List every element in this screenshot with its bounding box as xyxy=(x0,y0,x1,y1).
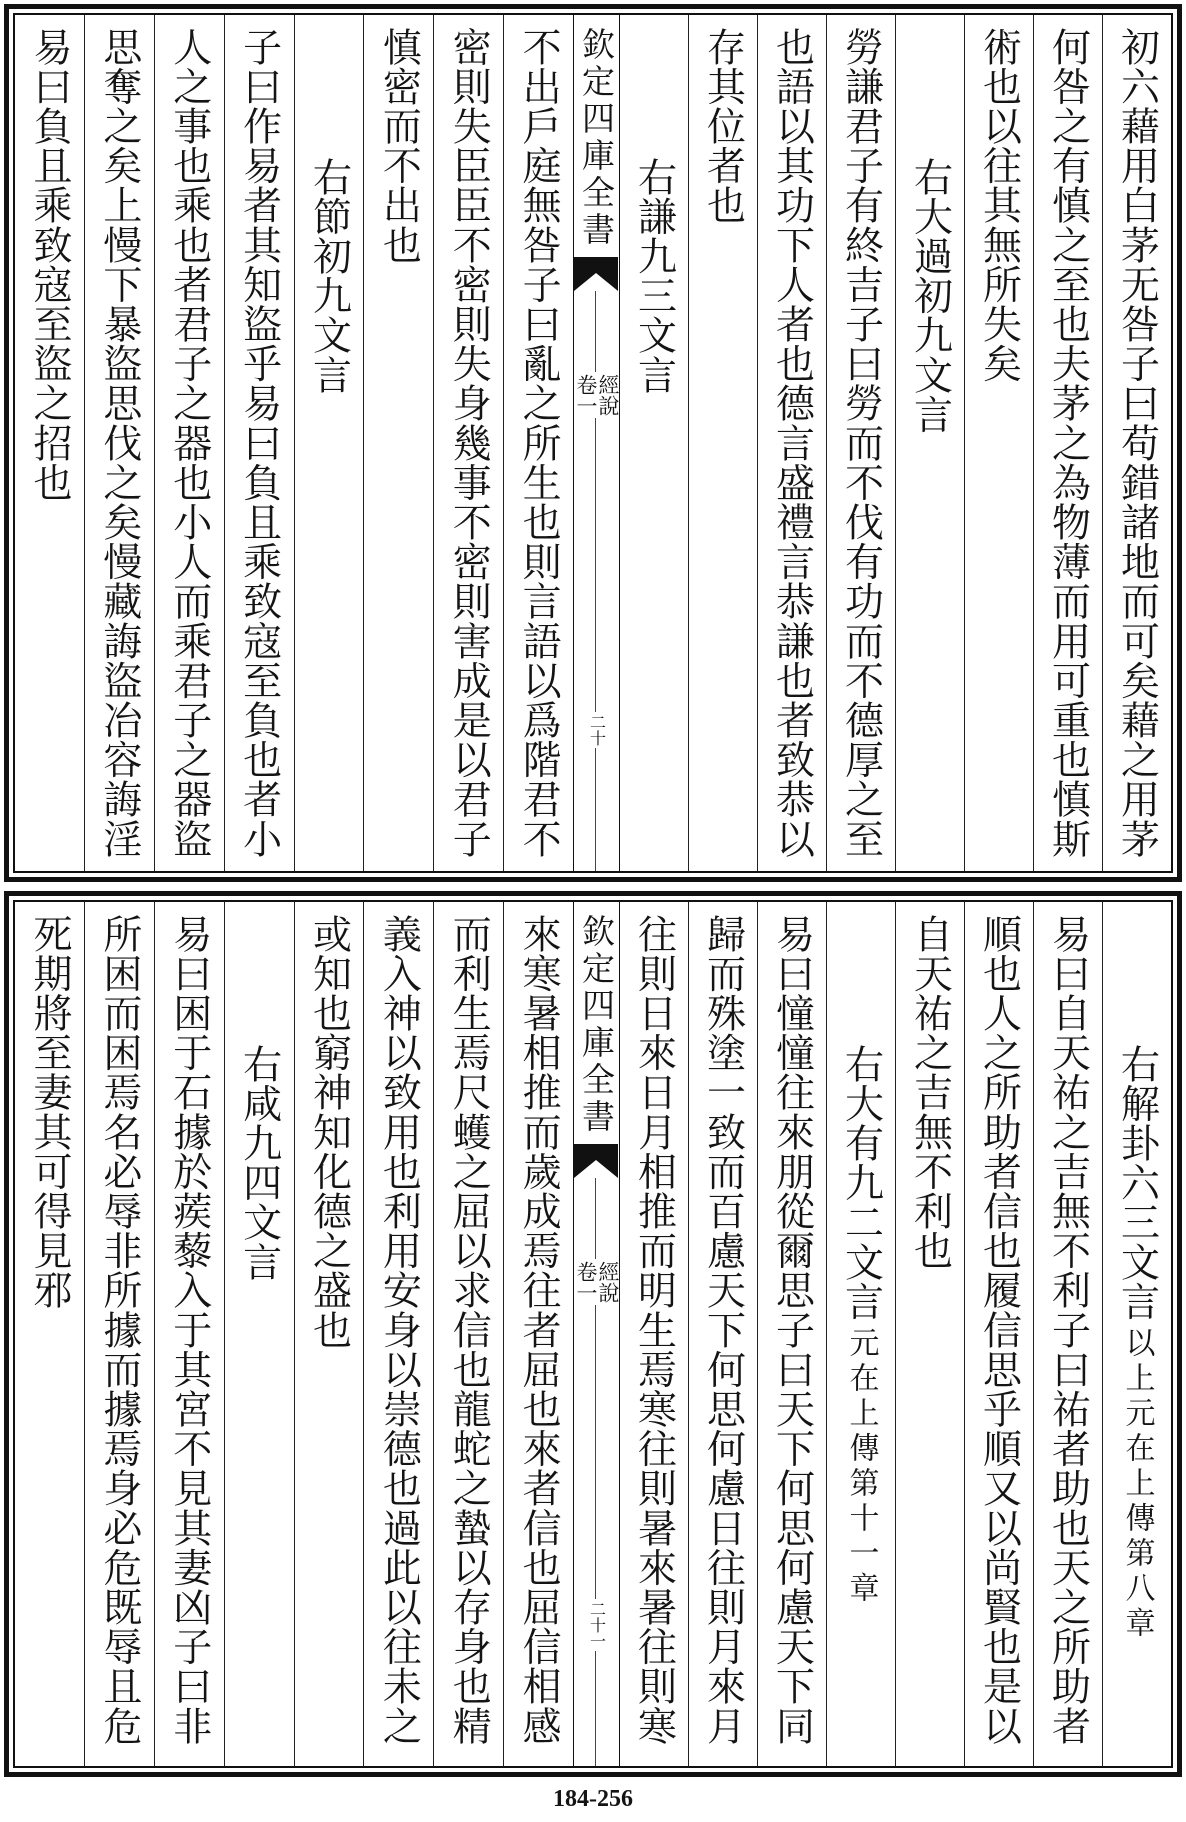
text-column xyxy=(503,902,573,1766)
column-text: 所困而困焉名必辱非所據而據焉身必危既辱且危 xyxy=(96,914,142,1746)
center-fold xyxy=(573,15,620,871)
column-text: 自天祐之吉無不利也 xyxy=(907,914,953,1271)
fold-leaf-text: 二十一 xyxy=(587,1601,607,1649)
text-column xyxy=(964,15,1033,871)
fold-title xyxy=(574,914,619,1136)
column-text: 右節初九文言 xyxy=(306,157,352,395)
text-column xyxy=(757,902,826,1766)
text-column-heading xyxy=(224,902,294,1766)
text-column xyxy=(1033,902,1102,1766)
fold-leaf-number xyxy=(576,1599,617,1651)
text-column xyxy=(363,15,433,871)
page-frame xyxy=(13,13,1173,873)
text-column xyxy=(688,902,757,1766)
right-text-block xyxy=(620,902,1171,1766)
text-column-heading xyxy=(895,15,964,871)
column-text: 死期將至妻其可得見邪 xyxy=(26,914,72,1310)
page-frame xyxy=(13,900,1173,1768)
text-column xyxy=(154,15,224,871)
column-text: 術也以往其無所失矣 xyxy=(976,27,1022,384)
left-text-block xyxy=(15,15,573,871)
interlinear-note: 元在上傳第十一章 xyxy=(843,1327,879,1608)
column-text: 歸而殊塗一致而百慮天下何思何慮日往則月來月 xyxy=(700,914,746,1746)
fish-tail-mark xyxy=(574,257,618,291)
text-column-heading xyxy=(294,15,364,871)
text-column xyxy=(503,15,573,871)
column-text: 存其位者也 xyxy=(700,27,746,225)
column-text: 右大有九二文言 xyxy=(838,1044,884,1322)
fold-book-name: 經說 xyxy=(596,374,620,416)
fold-title-text: 欽定四庫全書 xyxy=(577,914,616,1136)
text-column xyxy=(84,902,154,1766)
text-column-heading xyxy=(1102,902,1171,1766)
column-text: 勞謙君子有終吉子曰勞而不伐有功而不德厚之至 xyxy=(838,27,884,859)
column-text: 右解卦六三文言 xyxy=(1114,1044,1160,1322)
column-text: 密則失臣臣不密則失身幾事不密則害成是以君子 xyxy=(446,27,492,859)
fold-leaf-number xyxy=(576,712,617,748)
text-column xyxy=(363,902,433,1766)
column-text: 順也人之所助者信也履信思乎順又以尚賢也是以 xyxy=(976,914,1022,1746)
upper-half-page xyxy=(4,4,1182,882)
text-column xyxy=(15,15,84,871)
column-text: 子曰作易者其知盜乎易曰負且乘致寇至負也者小 xyxy=(236,27,282,859)
page-number: 184-256 xyxy=(553,1786,633,1812)
text-column-heading xyxy=(620,15,688,871)
column-text: 也語以其功下人者也德言盛禮言恭謙也者致恭以 xyxy=(769,27,815,859)
text-column xyxy=(433,15,503,871)
text-column xyxy=(1102,15,1171,871)
text-column xyxy=(826,15,895,871)
column-text: 或知也窮神知化德之盛也 xyxy=(306,914,352,1350)
text-column xyxy=(224,15,294,871)
text-column xyxy=(688,15,757,871)
column-text: 義入神以致用也利用安身以崇德也過此以往未之 xyxy=(376,914,422,1746)
column-text: 易曰憧憧往來朋從爾思子曰天下何思何慮天下同 xyxy=(769,914,815,1746)
text-column xyxy=(620,902,688,1766)
column-text: 初六藉用白茅无咎子曰苟錯諸地而可矣藉之用茅 xyxy=(1114,27,1160,859)
text-column xyxy=(433,902,503,1766)
text-column xyxy=(895,902,964,1766)
lower-half-page xyxy=(4,891,1182,1777)
column-text: 右大過初九文言 xyxy=(907,157,953,435)
fold-volume: 卷一 xyxy=(574,1261,598,1303)
left-text-block xyxy=(15,902,573,1766)
text-column xyxy=(294,902,364,1766)
fold-book-name: 經說 xyxy=(596,1261,620,1303)
column-text: 慎密而不出也 xyxy=(376,27,422,265)
fold-leaf-text: 二十 xyxy=(587,714,607,746)
column-text: 易曰負且乘致寇至盜之招也 xyxy=(26,27,72,503)
text-column xyxy=(15,902,84,1766)
text-column xyxy=(1033,15,1102,871)
right-text-block xyxy=(620,15,1171,871)
column-text: 不出戶庭無咎子曰亂之所生也則言語以爲階君不 xyxy=(516,27,562,859)
column-text: 而利生焉尺蠖之屈以求信也龍蛇之蟄以存身也精 xyxy=(446,914,492,1746)
column-text: 右謙九三文言 xyxy=(631,157,677,395)
text-column xyxy=(964,902,1033,1766)
fold-volume: 卷一 xyxy=(574,374,598,416)
column-text: 何咎之有慎之至也夫茅之為物薄而用可重也慎斯 xyxy=(1045,27,1091,859)
column-text: 右咸九四文言 xyxy=(236,1044,282,1282)
column-text: 來寒暑相推而歲成焉往者屈也來者信也屈信相感 xyxy=(516,914,562,1746)
text-column xyxy=(757,15,826,871)
column-text: 往則日來日月相推而明生焉寒往則暑來暑往則寒 xyxy=(631,914,677,1746)
column-text: 思奪之矣上慢下暴盜思伐之矣慢藏誨盜冶容誨淫 xyxy=(96,27,142,859)
text-column xyxy=(84,15,154,871)
fold-title-text: 欽定四庫全書 xyxy=(577,27,616,249)
interlinear-note: 以上元在上傳第八章 xyxy=(1119,1327,1155,1643)
column-text: 人之事也乘也者君子之器也小人而乘君子之器盜 xyxy=(166,27,212,859)
column-text: 易曰自天祐之吉無不利子曰祐者助也天之所助者 xyxy=(1045,914,1091,1746)
fold-title xyxy=(574,27,619,249)
text-column-heading xyxy=(826,902,895,1766)
fold-label xyxy=(574,1259,620,1305)
fish-tail-mark xyxy=(574,1144,618,1178)
center-fold xyxy=(573,902,620,1766)
fold-label xyxy=(574,372,620,418)
text-column xyxy=(154,902,224,1766)
column-text: 易曰困于石據於蒺藜入于其宮不見其妻凶子曰非 xyxy=(166,914,212,1746)
